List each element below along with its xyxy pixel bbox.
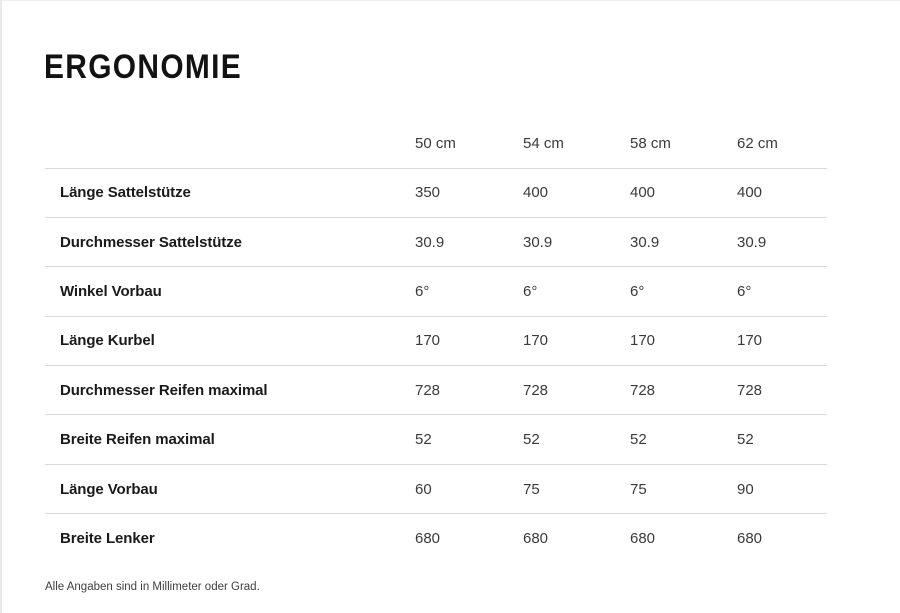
row-value: 680 <box>630 530 656 548</box>
row-label: Winkel Vorbau <box>60 282 162 300</box>
row-value: 60 <box>415 480 432 498</box>
size-column-header: 50 cm <box>415 135 456 153</box>
row-value: 170 <box>737 332 763 350</box>
row-value: 170 <box>523 332 549 350</box>
table-header-row <box>45 120 827 168</box>
row-label: Länge Vorbau <box>60 480 158 498</box>
units-footnote: Alle Angaben sind in Millimeter oder Grad. <box>45 581 260 593</box>
ergonomics-spec-table <box>45 120 827 563</box>
table-row <box>45 464 827 513</box>
spec-table-body <box>45 168 827 563</box>
row-value: 6° <box>737 282 752 300</box>
row-value: 75 <box>523 480 540 498</box>
size-column-header: 58 cm <box>630 135 671 153</box>
row-value: 170 <box>415 332 441 350</box>
row-value: 728 <box>737 381 763 399</box>
row-value: 30.9 <box>737 233 767 251</box>
row-value: 728 <box>523 381 549 399</box>
size-column-header: 54 cm <box>523 135 564 153</box>
row-value: 6° <box>415 282 430 300</box>
row-label: Durchmesser Sattelstütze <box>60 233 242 251</box>
row-value: 90 <box>737 480 754 498</box>
row-label: Länge Kurbel <box>60 332 155 350</box>
row-value: 30.9 <box>523 233 553 251</box>
table-row <box>45 267 827 316</box>
row-value: 75 <box>630 480 647 498</box>
page-title: ERGONOMIE <box>44 48 243 86</box>
page-top-edge-line <box>0 0 900 1</box>
row-value: 52 <box>415 431 432 449</box>
row-value: 6° <box>630 282 645 300</box>
row-value: 400 <box>523 184 549 202</box>
row-value: 52 <box>737 431 754 449</box>
row-value: 52 <box>523 431 540 449</box>
table-row <box>45 415 827 464</box>
row-label: Länge Sattelstütze <box>60 184 191 202</box>
page-left-edge-line <box>0 0 2 613</box>
row-value: 30.9 <box>630 233 660 251</box>
row-value: 52 <box>630 431 647 449</box>
row-value: 680 <box>523 530 549 548</box>
row-value: 680 <box>415 530 441 548</box>
row-value: 680 <box>737 530 763 548</box>
row-value: 350 <box>415 184 441 202</box>
table-row <box>45 217 827 266</box>
size-column-header: 62 cm <box>737 135 778 153</box>
row-value: 400 <box>737 184 763 202</box>
table-row <box>45 168 827 217</box>
table-row <box>45 514 827 563</box>
table-row <box>45 316 827 365</box>
row-value: 400 <box>630 184 656 202</box>
row-value: 30.9 <box>415 233 445 251</box>
header-spacer-cell <box>45 120 415 168</box>
row-label: Breite Reifen maximal <box>60 431 215 449</box>
row-label: Durchmesser Reifen maximal <box>60 381 268 399</box>
row-value: 728 <box>630 381 656 399</box>
row-label: Breite Lenker <box>60 530 155 548</box>
row-value: 6° <box>523 282 538 300</box>
row-value: 728 <box>415 381 441 399</box>
table-row <box>45 366 827 415</box>
row-value: 170 <box>630 332 656 350</box>
